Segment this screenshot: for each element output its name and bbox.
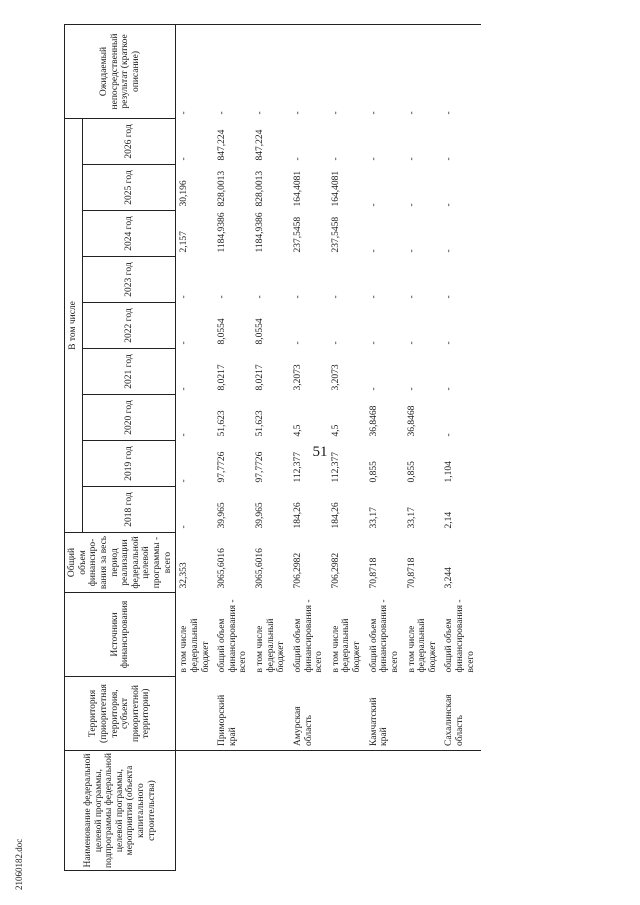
table-cell: [290, 751, 328, 871]
table-cell: -: [368, 157, 379, 161]
table-cell: -: [255, 295, 265, 299]
table-cell: 36,8468: [406, 405, 417, 437]
table-cell: 184,26: [292, 502, 303, 529]
table-row: [252, 24, 290, 870]
table-cell: 1184,9386: [217, 212, 228, 253]
table-cell: -: [444, 341, 455, 345]
table-row: [404, 24, 442, 870]
header-expected-result: Ожидаемый непосредственный результат (краткое описание): [65, 24, 176, 118]
table-cell: 706,2982: [292, 552, 303, 589]
table-cell: -: [406, 387, 417, 391]
table-cell: [404, 677, 442, 751]
table-cell: общий объем финансирования - всего: [217, 599, 249, 673]
table-cell: -: [444, 387, 455, 391]
table-cell: -: [217, 295, 228, 299]
header-territory: Территория (приоритетная территория, субъект приоритетной территории): [65, 677, 176, 751]
header-year: 2025 год: [82, 165, 175, 211]
table-cell: 3,244: [444, 567, 455, 589]
table-cell: 237,5458: [292, 216, 303, 253]
table-cell: -: [406, 249, 417, 253]
table-cell: -: [368, 341, 379, 345]
table-cell: Амурская область: [290, 677, 328, 751]
table-cell: 39,965: [217, 502, 228, 529]
table-cell: 70,8718: [406, 557, 417, 589]
table-cell: 1184,9386: [255, 212, 265, 253]
table-cell: 164,4081: [330, 170, 341, 207]
table-row: [214, 24, 252, 870]
table-cell: 4,5: [292, 424, 303, 437]
table-cell: 184,26: [330, 502, 341, 529]
table-cell: 3,2073: [330, 364, 341, 391]
table-cell: 3,2073: [292, 364, 303, 391]
table-cell: -: [179, 341, 190, 345]
table-cell: [404, 751, 442, 871]
table-cell: в том числе федеральный бюджет: [406, 618, 438, 673]
header-year: 2019 год: [82, 441, 175, 487]
table-cell: -: [404, 24, 442, 118]
table-cell: 237,5458: [330, 216, 341, 253]
table-cell: общий объем финансирования - всего: [368, 599, 400, 673]
table-cell: 112,377: [292, 451, 303, 483]
table-cell: 164,4081: [292, 170, 303, 207]
table-cell: -: [179, 433, 190, 437]
header-year: 2018 год: [82, 487, 175, 533]
table-row: [328, 24, 366, 870]
header-year: 2024 год: [82, 211, 175, 257]
table-cell: 30,196: [179, 180, 190, 207]
table-cell: -: [406, 157, 417, 161]
table-cell: 2,157: [179, 231, 190, 253]
table-cell: 8,0554: [255, 318, 265, 345]
table-cell: -: [330, 341, 341, 345]
table-cell: 1,104: [444, 461, 455, 483]
table-cell: [441, 751, 481, 871]
table-cell: Приморский край: [214, 677, 252, 751]
table-cell: -: [290, 24, 328, 118]
table-cell: 36,8468: [368, 405, 379, 437]
table-cell: -: [328, 24, 366, 118]
table-cell: -: [368, 295, 379, 299]
table-cell: в том числе федеральный бюджет: [255, 618, 287, 673]
table-cell: 33,17: [368, 507, 379, 529]
table-cell: 33,17: [406, 507, 417, 529]
table-row: [441, 24, 481, 870]
table-cell: 4,5: [330, 424, 341, 437]
table-cell: -: [406, 341, 417, 345]
table-cell: -: [330, 157, 341, 161]
header-program-name: Наименование федеральной целевой программы, подпрограммы федеральной целевой программы, мероприятия (объекта капитального строительства): [65, 751, 176, 871]
table-cell: 8,0217: [255, 364, 265, 391]
table-row: [290, 24, 328, 870]
table-cell: 51,623: [255, 410, 265, 437]
header-year: 2026 год: [82, 118, 175, 164]
table-cell: -: [366, 24, 404, 118]
table-cell: 3065,6016: [217, 548, 228, 589]
table-cell: 39,965: [255, 502, 265, 529]
table-cell: -: [368, 387, 379, 391]
table-cell: -: [406, 203, 417, 207]
table-cell: в том числе федеральный бюджет: [330, 618, 362, 673]
table-cell: -: [179, 387, 190, 391]
table-cell: 0,855: [406, 461, 417, 483]
table-cell: 32,353: [179, 562, 190, 589]
header-year: 2023 год: [82, 257, 175, 303]
table-row: [366, 24, 404, 870]
table-cell: -: [441, 24, 481, 118]
table-cell: 3065,6016: [255, 548, 265, 589]
table-cell: -: [368, 249, 379, 253]
table-cell: [328, 751, 366, 871]
table-cell: [176, 751, 214, 871]
table-cell: 706,2982: [330, 552, 341, 589]
table-cell: [214, 751, 252, 871]
table-cell: 97,7726: [255, 451, 265, 483]
table-cell: 847,224: [217, 129, 228, 161]
table-row: [176, 24, 214, 870]
table-cell: -: [330, 295, 341, 299]
header-funding-sources: Источники финансирования: [65, 593, 176, 677]
table-cell: -: [292, 341, 303, 345]
table-cell: -: [406, 295, 417, 299]
table-body: [176, 24, 482, 870]
table-cell: -: [179, 479, 190, 483]
header-year: 2022 год: [82, 303, 175, 349]
table-cell: -: [214, 24, 252, 118]
table-cell: 847,224: [255, 129, 265, 161]
table-cell: -: [179, 295, 190, 299]
table-cell: [252, 677, 290, 751]
table-cell: Камчатский край: [366, 677, 404, 751]
table-cell: [252, 751, 290, 871]
header-year: 2021 год: [82, 349, 175, 395]
table-cell: 97,7726: [217, 451, 228, 483]
table-cell: -: [179, 157, 190, 161]
header-year: 2020 год: [82, 395, 175, 441]
table-cell: [366, 751, 404, 871]
financing-table: [64, 24, 481, 871]
table-cell: -: [444, 157, 455, 161]
table-cell: 112,377: [330, 451, 341, 483]
header-including: В том числе: [65, 118, 83, 532]
table-cell: общий объем финансирования - всего: [292, 599, 325, 673]
table-cell: 828,0013: [217, 170, 228, 207]
table-cell: -: [176, 24, 214, 118]
table-cell: -: [368, 203, 379, 207]
table-cell: [176, 677, 214, 751]
table-cell: 8,0554: [217, 318, 228, 345]
table-cell: 70,8718: [368, 557, 379, 589]
table-cell: -: [444, 249, 455, 253]
document-code: 21060182.doc: [14, 838, 24, 890]
table-cell: 828,0013: [255, 170, 265, 207]
table-cell: общий объем финансирования - всего: [444, 599, 476, 673]
table-cell: 2,14: [444, 511, 455, 529]
rotated-table-container: [64, 29, 622, 871]
table-cell: 51,623: [217, 410, 228, 437]
table-cell: -: [444, 433, 455, 437]
header-total-volume: Общий объем финансиро-вания за весь период реализации федеральной целевой программы - всего: [65, 533, 176, 593]
table-cell: в том числе федеральный бюджет: [179, 618, 211, 673]
table-cell: 0,855: [368, 461, 379, 483]
page-number: 51: [312, 444, 328, 460]
table-cell: Сахалинская область: [441, 677, 481, 751]
table-cell: [328, 677, 366, 751]
table-cell: -: [252, 24, 290, 118]
table-cell: -: [444, 295, 455, 299]
table-cell: -: [292, 157, 303, 161]
table-cell: 8,0217: [217, 364, 228, 391]
table-cell: -: [292, 295, 303, 299]
table-cell: -: [179, 525, 190, 529]
table-cell: -: [444, 203, 455, 207]
